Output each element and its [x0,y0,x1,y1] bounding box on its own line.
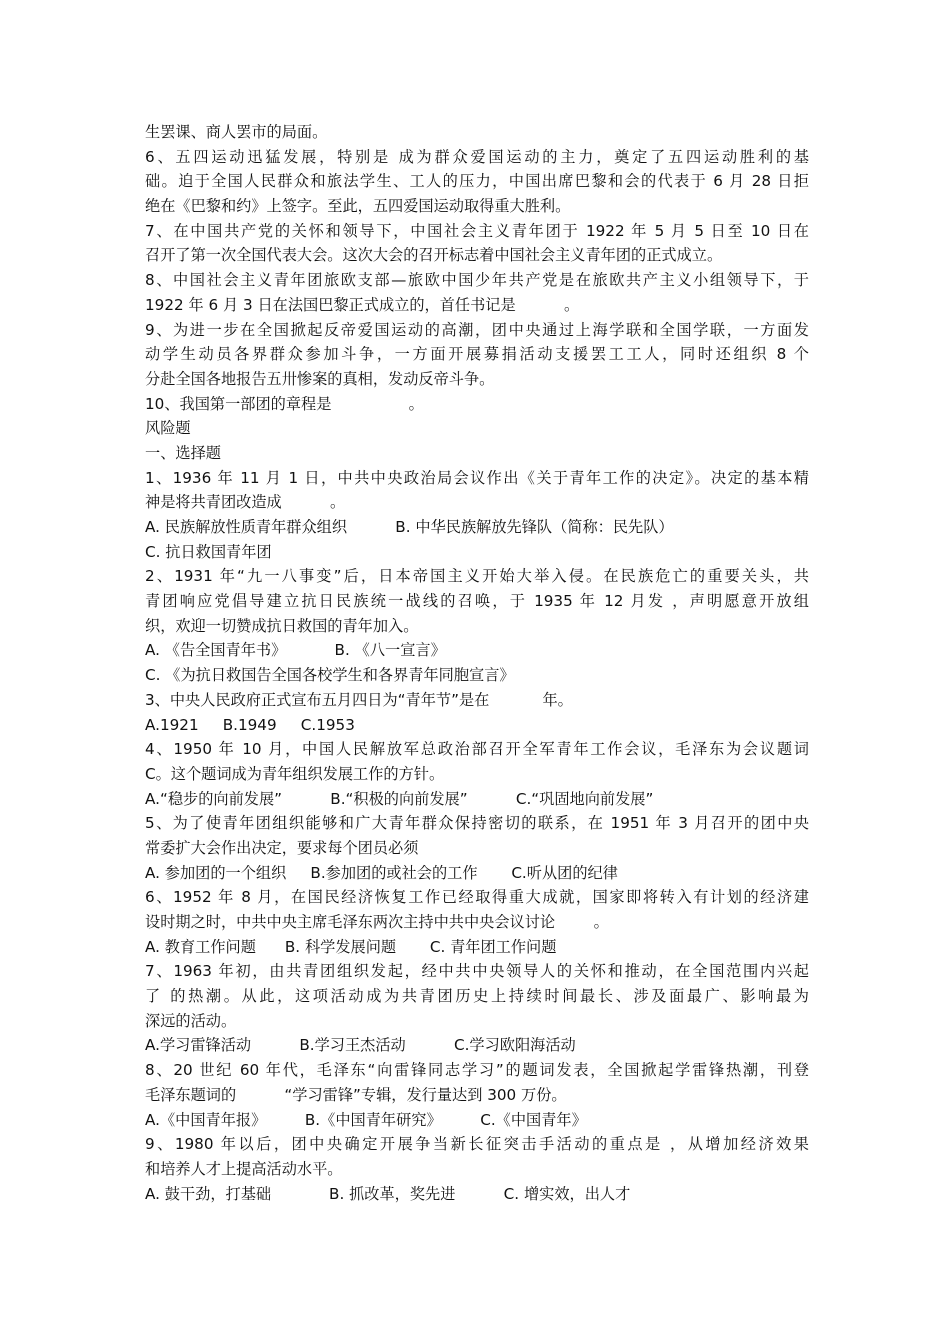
text-line: 神是将共青团改造成 。 [145,493,346,512]
text-line: A. 民族解放性质青年群众组织 B. 中华民族解放先锋队（简称：民先队） [145,518,674,536]
text-line: A.“稳步的向前发展” B.“积极的向前发展” C.“巩固地向前发展” [145,789,654,808]
document-page [145,120,809,1206]
text-line: 9、为进一步在全国掀起反帝爱国运动的高潮，团中央通过上海学联和全国学联，一方面发 [145,320,809,339]
text-line: 5、为了使青年团组织能够和广大青年群众保持密切的联系，在 1951 年 3 月召开的团中央 [145,814,809,833]
text-line: A.学习雷锋活动 B.学习王杰活动 C.学习欧阳海活动 [145,1036,576,1055]
text-line: 9、1980 年以后，团中央确定开展争当新长征突击手活动的重点是 ，从增加经济效果 [145,1135,809,1154]
text-line: 绝在《巴黎和约》上签字。至此，五四爱国运动取得重大胜利。 [145,197,571,216]
text-line: 和培养人才上提高活动水平。 [145,1159,343,1178]
text-line: 3、中央人民政府正式宣布五月四日为“青年节”是在 年。 [145,690,573,709]
text-line: 6、1952 年 8 月，在国民经济恢复工作已经取得重大成就，国家即将转入有计划的经济建 [145,888,809,907]
text-line: 常委扩大会作出决定，要求每个团员必须 [145,838,419,857]
text-line: 础。迫于全国人民群众和旅法学生、工人的压力，中国出席巴黎和会的代表于 6 月 28 日拒 [145,172,809,191]
text-line: A.《中国青年报》 B.《中国青年研究》 C.《中国青年》 [145,1110,587,1129]
text-line: 设时期之时，中共中央主席毛泽东两次主持中共中央会议讨论 。 [145,913,609,931]
text-line: 1、1936 年 11 月 1 日，中共中央政治局会议作出《关于青年工作的决定》。决定的基本精 [145,468,809,487]
text-line: 深远的活动。 [145,1011,237,1030]
text-line: 8、20 世纪 60 年代，毛泽东“向雷锋同志学习”的题词发表，全国掀起学雷锋热潮，刊登 [145,1061,809,1080]
text-line: 1922 年 6 月 3 日在法国巴黎正式成立的，首任书记是 。 [145,295,580,314]
text-line: A. 鼓干劲，打基础 B. 抓改革，奖先进 C. 增实效，出人才 [145,1184,631,1203]
text-line: 织，欢迎一切赞成抗日救国的青年加入。 [145,616,419,635]
text-line: 8、中国社会主义青年团旅欧支部—旅欧中国少年共产党是在旅欧共产主义小组领导下，于 [145,271,809,290]
text-line: 了 的热潮。从此，这项活动成为共青团历史上持续时间最长、涉及面最广、影响最为 [145,987,809,1006]
text-line: A.1921 B.1949 C.1953 [145,715,355,734]
text-line: 2、1931 年“九一八事变”后，日本帝国主义开始大举入侵。在民族危亡的重要关头，共 [145,567,809,586]
text-line: 一、选择题 [145,443,221,462]
text-line: C。这个题词成为青年组织发展工作的方针。 [145,764,445,783]
text-line: 毛泽东题词的 “学习雷锋”专辑，发行量达到 300 万份。 [145,1085,567,1104]
text-line: A. 教育工作问题 B. 科学发展问题 C. 青年团工作问题 [145,937,557,956]
text-line: 召开了第一次全国代表大会。这次大会的召开标志着中国社会主义青年团的正式成立。 [145,246,723,265]
text-line: 10、我国第一部团的章程是 。 [145,394,424,413]
text-line: C. 《为抗日救国告全国各校学生和各界青年同胞宣言》 [145,666,515,685]
text-line: C. 抗日救国青年团 [145,542,272,561]
text-line: A. 参加团的一个组织 B.参加团的或社会的工作 C.听从团的纪律 [145,863,618,882]
text-line: A. 《告全国青年书》 B. 《八一宣言》 [145,641,446,660]
text-line: 7、1963 年初，由共青团组织发起，经中共中央领导人的关怀和推动，在全国范围内兴起 [145,962,809,981]
text-line: 7、在中国共产党的关怀和领导下，中国社会主义青年团于 1922 年 5 月 5 日至 10 日在 [145,221,809,240]
text-line: 4、1950 年 10 月，中国人民解放军总政治部召开全军青年工作会议，毛泽东为会议题词 [145,740,809,759]
text-line: 动学生动员各界群众参加斗争，一方面开展募捐活动支援罢工工人，同时还组织 8 个 [145,345,809,364]
text-line: 风险题 [145,419,191,438]
text-line: 青团响应党倡导建立抗日民族统一战线的召唤，于 1935 年 12 月发 ，声明愿意开放组 [145,592,809,611]
text-line: 生罢课、商人罢市的局面。 [145,123,328,141]
text-line: 6、五四运动迅猛发展，特别是 成为群众爱国运动的主力，奠定了五四运动胜利的基 [145,147,809,166]
text-line: 分赴全国各地报告五卅惨案的真相，发动反帝斗争。 [145,369,495,388]
